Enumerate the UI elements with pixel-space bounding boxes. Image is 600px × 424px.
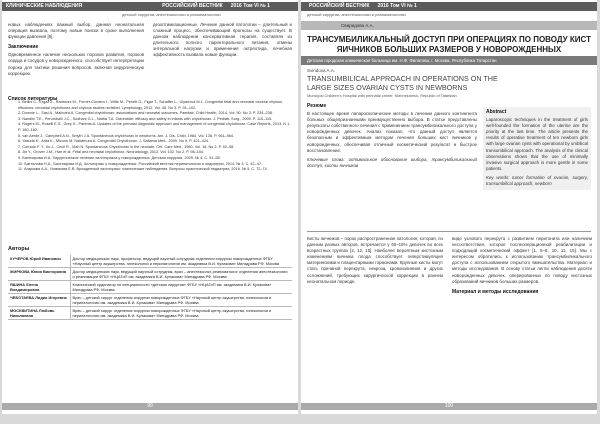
conclusion-heading: Заключение	[8, 44, 39, 51]
left-page	[2, 0, 298, 414]
body-left-column	[307, 236, 443, 286]
reference-item: 2. Downie L., Sasi A., Malhotra A. Congenital chylothorax: associations and neonatal outcomes. Paediatr. Child Health, 2014. Vol. 50. No 3. P. 234–238.	[18, 111, 273, 116]
journal-name: РОССИЙСКИЙ ВЕСТНИК	[309, 3, 370, 9]
author-info: Врач – детский хирург отделения хирургии новорожденных ФГБУ «Научный центр акушерства, гинекологии и перинатологии им. академика В.И. Кулакова» Минздрава РФ. Москва	[70, 307, 292, 320]
journal-issue: 2016 Том VI № 1	[377, 3, 417, 9]
author-row	[8, 281, 292, 294]
reference-item: 9. Бахтиарова И.А. Хирургическое лечение хилоторакса у новорожденных. Детская хирургия, 2009. № 4. С. 51–55.	[18, 155, 221, 160]
section-label: КЛИНИЧЕСКИЕ НАБЛЮДЕНИЯ	[6, 3, 83, 9]
page-number: 99	[147, 403, 153, 409]
affiliation-en: Municipal Children's Hospital with perinatal center, Nizhnekamsk, Republic of Tatarstan	[307, 93, 457, 98]
author-row	[8, 255, 292, 268]
reference-item: 7. Corrado F. Y., Ito J., Cecil R., Vlah N. Spontaneous Chylothorax in the neonate. Crit. Care Med., 1980. Vol. 18. No 2. P. 52–58.	[18, 144, 235, 149]
right-page	[301, 0, 597, 414]
author-name: МОСКВИТИНА Любовь Николаевна	[10, 308, 55, 318]
author-info: Доктор медицинских наук, ведущий научный сотрудник, врач – анестезиолог-реаниматолог отделения анестезиологии и реанимации ФГБУ «НЦАГиП им. академика В.И. Кулакова» Минздрава РФ. Москва	[70, 268, 292, 281]
abstract-block	[483, 107, 591, 190]
body-right-column	[452, 236, 592, 297]
reference-item: 5. van Aerde J., Campbell A.N., Smyth J.A. Spontaneous chylothorax in newborns. Am. J. Dis. Child, 1984. Vol. 138. P. 961–964.	[18, 133, 235, 138]
page-number: 100	[444, 403, 454, 409]
journal-issue: 2016 Том VI № 1	[230, 3, 270, 9]
body-text: Кисты яичников – порок распространенная патология, которая, по данным разных авторов, встречается у 60–15% девочек во всех возрастных группах [2, 12, 15]. Наиболее вероятным кистозным изменениям яичника плода способствует гиперстимуляция материнскими и плацентарными гормонами. Крупные кисты могут стать причиной перекрута, некроза, кровоизлияния и других осложнений, требующих хирургической коррекции в раннем неонатальном периоде.	[307, 236, 443, 284]
author-row	[8, 307, 292, 320]
resume-block	[307, 103, 477, 170]
left-page-footer	[2, 403, 298, 410]
resume-text: В настоящее время лапароскопические методы в лечении данного контингента больных общепризнанными преимущественно выбора. В статье представлены результаты собственного лечения с применением трансумбиликального доступа у новорожденных девочек. Анализ показал, что данный доступ является безопасным и эффективным методом лечения больших кист яичников у новорожденных, обеспечивая отличный косметический результат и быстрое восстановление.	[307, 111, 477, 153]
right-page-header	[301, 2, 597, 19]
intro-paragraph: новых наблюдениях важный выбор, данная неонатальная операция вызвала, поэтому новые поиски в сроке выполнения функции давления [8].	[8, 22, 144, 40]
reference-item: 10. Батталова Н.А., Бахтиарова И.Д. Хилоторакс у новорожденных. Российский вестник перинатологии и педиатрии, 2014. № 3. С. 42–47.	[18, 161, 263, 166]
journal-name: РОССИЙСКИЙ ВЕСТНИК	[162, 3, 223, 9]
affiliation-ru: Детская городская клиническая больница им. Н.Ф. Филатова, г. Москва, Республика Татарстан	[301, 56, 597, 65]
left-page-header	[2, 2, 298, 19]
reference-item: 3. Nandini T.E., Perumbalil J.C., Sodhani G.L., Natha T.A. Octreotide: efficacy and safety in infants with chylothorax. J. Pediatr. Surg., 2009. P. 110–115.	[18, 116, 273, 121]
reference-item: 1. Bellini C., Ergaz Z., Radicioni M., Forner-Cordero I., Witte M., Perotti G., Figar T., Schaffer L., Ulyanova M.L. Congenital fetal and neonatal visceral chylous effusions: neonatal chylothorax and chylous ascites revisited. Lymphology, 2012. Vol. 45. No 3. P. 91–102.	[18, 100, 283, 110]
abstract-heading: Abstract	[486, 109, 507, 115]
reference-item: 4. Rogers M., Roselli E.S., Grey K., Parents A. Updates of the prenatal diagnostic approach and management of congenital chylothorax. Case Reports, 2013. N 1. P. 160–182.	[18, 122, 291, 132]
authors-heading: Авторы	[8, 246, 30, 252]
body-text: виде узлового перекрута с развитием перитонита или наличием несоответствия, которое послеоперационной реабилитации и подходящий косметический эффект [1, 6–8, 10, 11, 15]. Мы с интересом обратились к использованию трансумбиликального доступа с использованием открытого вмешательства. Материал и методы исследования. В основу статьи легли наблюдения десяти новорожденных девочек, оперированных по поводу кистозных образований яичников больших размеров.	[452, 236, 592, 284]
references-list	[8, 100, 292, 173]
author-name: ЧЕБОТАЕВА Лидия Игоревна	[10, 295, 67, 300]
author-row	[8, 294, 292, 307]
journal-subtitle: детской хирургии, анестезиологии и реаниматологии	[307, 12, 406, 17]
article-authors-en: Sviridova A.A.	[307, 68, 336, 73]
methods-heading: Материал и методы исследования	[452, 288, 539, 295]
authors-table	[8, 255, 292, 320]
reference-item: 8. Jin Y., Grover J.M., Han et al. Fetal and neonatal chylothorax. Neonatology, 2012. Vol. 102. No 2. P. 98–104.	[18, 150, 205, 155]
left-column	[8, 22, 144, 78]
references-heading: Список литературы	[8, 96, 58, 102]
resume-heading: Резюме	[307, 103, 327, 109]
journal-subtitle: детской хирургии, анестезиологии и реаниматологии	[122, 12, 221, 17]
author-info: Врач – детский хирург отделения хирургии новорожденных ФГБУ «Научный центр акушерства, гинекологии и перинатологии им. академика В.И. Кулакова» Минздрава РФ. Москва	[70, 294, 292, 307]
conclusion-text: Одновременное наличие нескольких пороков развития, пороков сердца и сосудов у новорожденного, способствует интерпретации порока для тактики решения вопросов, включая хирургическую коррекцию.	[8, 52, 144, 76]
author-info: Клинический ординатор по специальности «детская хирургия» ФГБУ «НЦАГиП им. академика В.И. Кулакова» Минздрава РФ. Москва	[70, 281, 292, 294]
keywords-en: Key words: tumor formation of ovarian, surgery, transumbilical approach, newborn	[486, 174, 588, 187]
divider	[307, 231, 591, 232]
author-name: ЖИРКОВА Юлия Викторовна	[10, 269, 66, 274]
reference-item: 11. Агаркова А.А., Новикова Е.В. Врожденный хилоторакс: клинические наблюдения. Вопросы практической педиатрии, 2016. № 5. С. 72–74.	[18, 167, 268, 172]
abstract-text: Laparoscopic techniques in the treatment of girls well-founded the formation of the uterine are the priority at the last time. The article presents the results of operative treatment of ten newborn girls with large ovarian cysts with operational by umbilical transumbilical approach. The analysis of the clinical observations shows that the use of minimally invasive surgical approach is more gentle in some patients.	[486, 117, 588, 171]
intro-paragraph-2: дезоптимизационные. Лечение данной патологии – длительный и сложный процесс, обеспечивающий прогнозы на существует. В данном наблюдении консервативная терапия, составляя из длительного полного парентерального питания, отмены энтеральной нагрузки и применения октреотида, лечебная эффективность вызвала новые функции.	[153, 22, 292, 58]
keywords-ru: Ключевые слова: оптимальное обоснование выбора, трансумбиликальный доступ, кисты яичников	[307, 156, 477, 168]
right-page-footer	[301, 403, 597, 410]
author-name: КУЧЕРОВ Юрий Иванович	[10, 256, 62, 261]
article-title-ru: ТРАНСУМБИЛИКАЛЬНЫЙ ДОСТУП ПРИ ОПЕРАЦИЯХ ПО ПОВОДУ КИСТ ЯИЧНИКОВ БОЛЬШИХ РАЗМЕРОВ У НОВОРОЖДЕННЫХ	[307, 35, 591, 54]
author-info: Доктор медицинских наук, профессор, ведущий научный сотрудник отделения хирургии новорожденных ФГБУ «Научный центр акушерства, гинекологии и перинатологии им. академика В.И. Кулакова» Минздрава РФ. Москва	[70, 255, 292, 268]
article-authors-ru: Свиридова А.А.	[301, 21, 597, 30]
right-column	[153, 22, 292, 60]
author-name: ЯШИНА Елена Владимировна	[10, 282, 40, 292]
article-title-en: TRANSUMBILICAL APPROACH IN OPERATIONS ON THE LARGE SIZES OVARIAN CYSTS IN NEWBORNS	[307, 74, 498, 92]
reference-item: 6. Yasuda K., Arita K., Mizuno M. Nakamura A. Congenital Chylothorax. J. Saitama Med., 2009. No 9. P. 421–424.	[18, 139, 210, 144]
author-row	[8, 268, 292, 281]
